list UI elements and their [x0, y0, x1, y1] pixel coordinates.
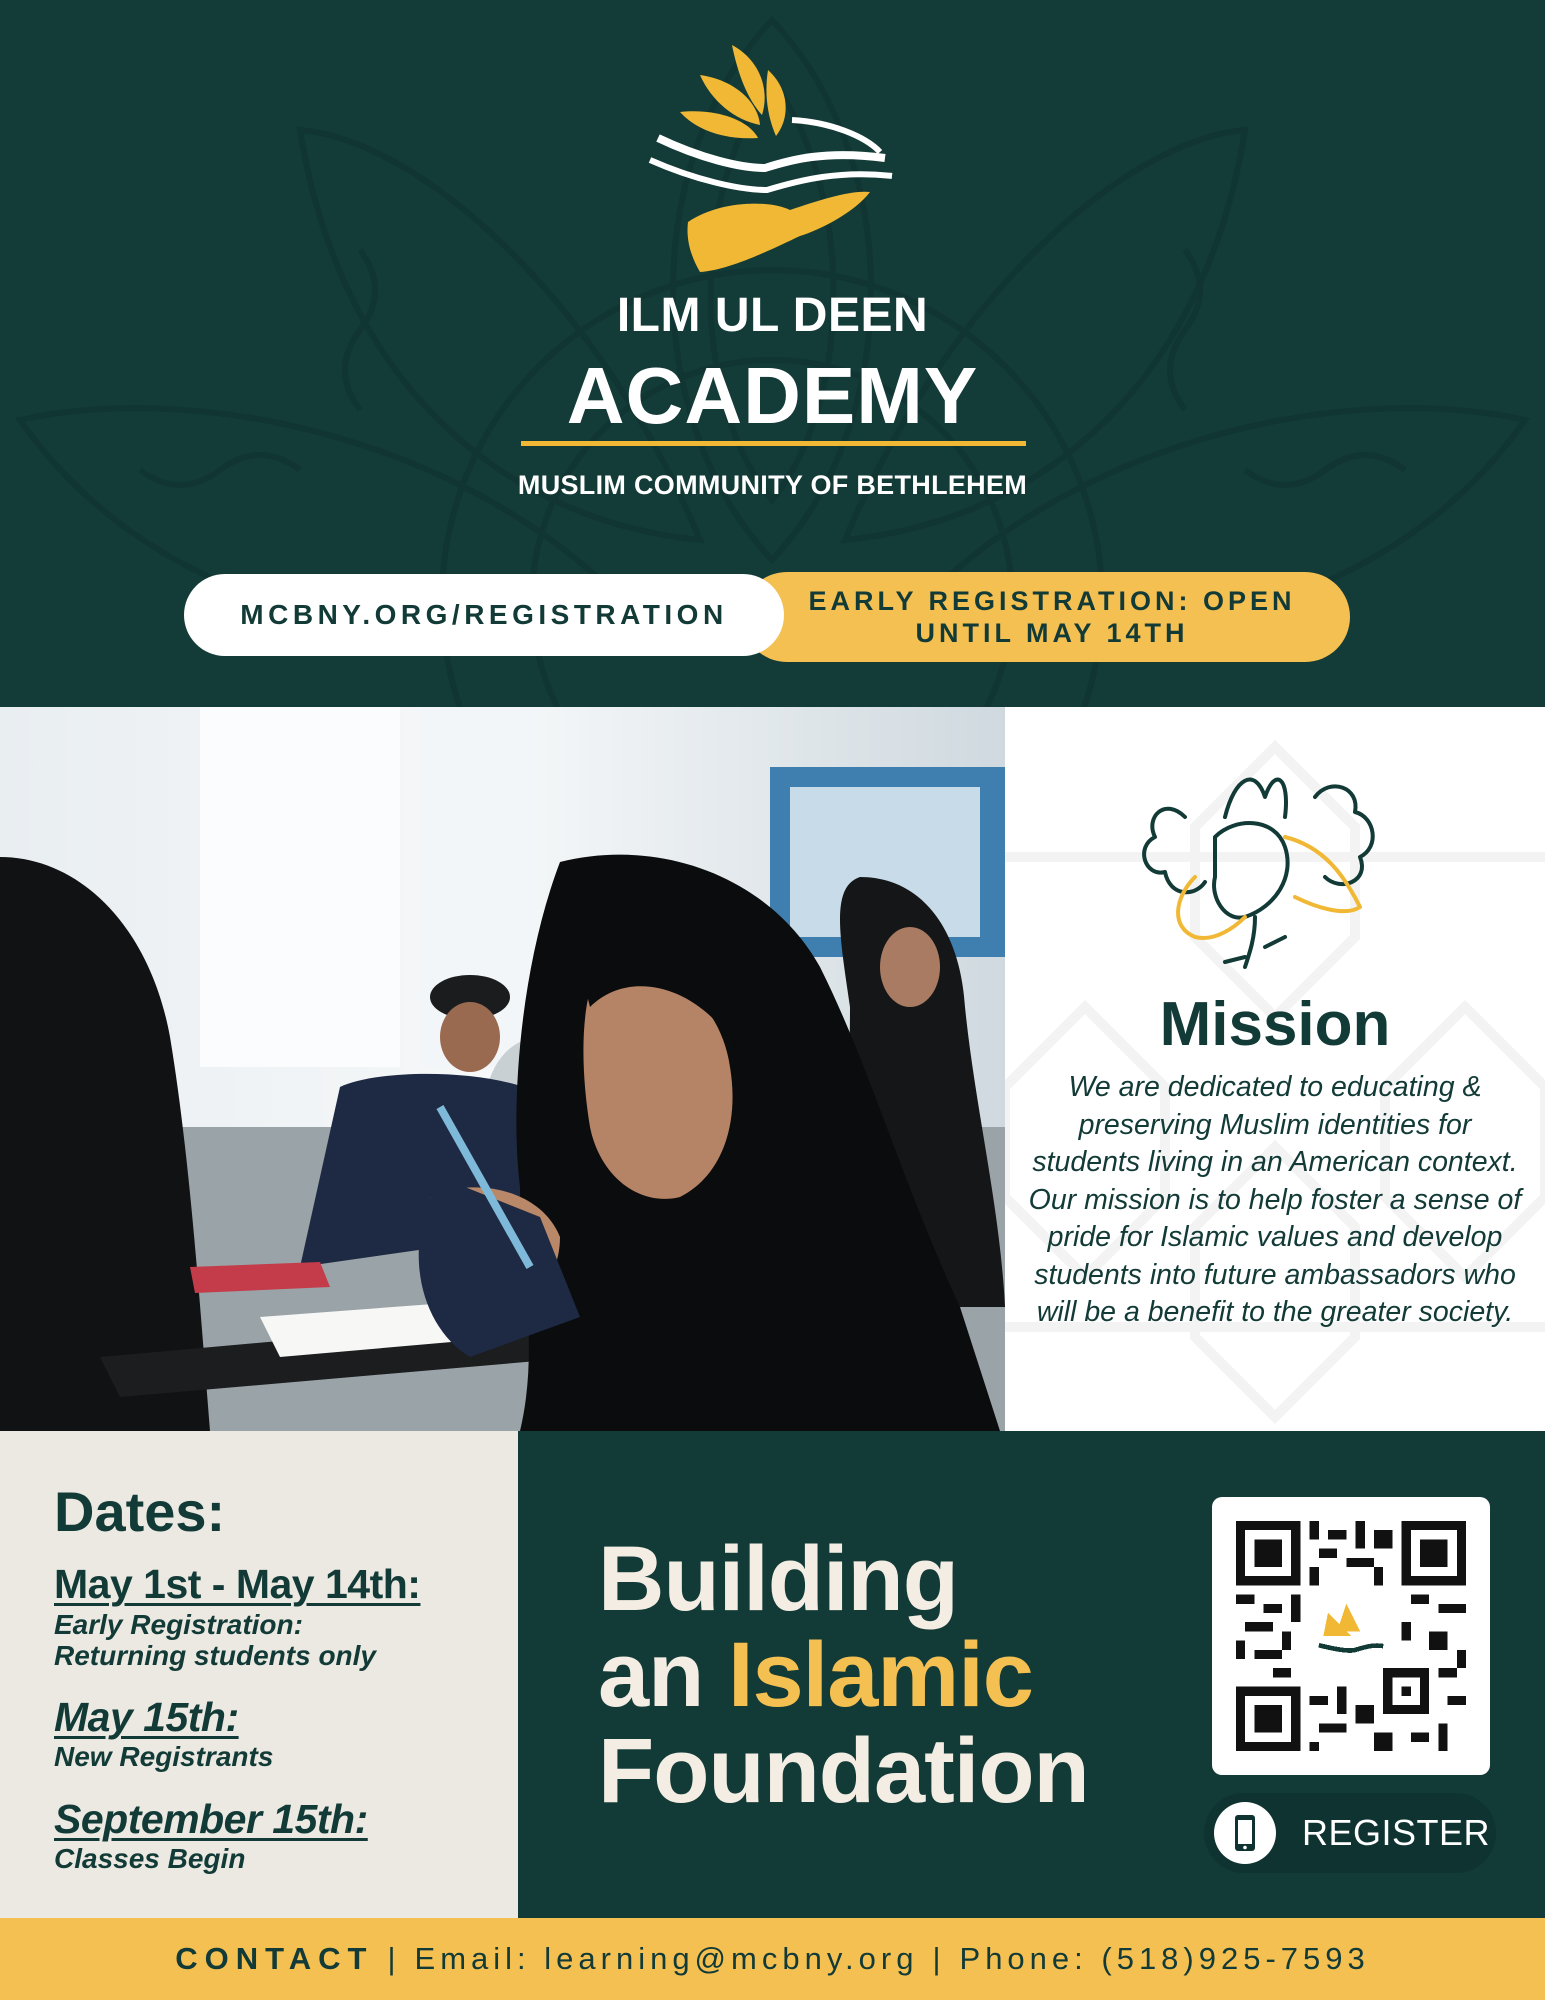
qr-code-card[interactable]: [1212, 1497, 1490, 1775]
date-new-registrants-desc: New Registrants: [54, 1741, 274, 1772]
date-classes-begin-desc: Classes Begin: [54, 1843, 246, 1874]
slogan-panel: [518, 1431, 1545, 1918]
school-name: ILM UL DEEN: [616, 289, 929, 342]
date-early-registration-desc-1: Early Registration:: [54, 1609, 303, 1640]
date-new-registrants: May 15th:: [54, 1694, 239, 1740]
phone-icon: [1214, 1802, 1276, 1864]
slogan-accent-word: Islamic: [727, 1624, 1033, 1726]
organization-name: MUSLIM COMMUNITY OF BETHLEHEM: [517, 470, 1028, 500]
slogan-line-1: Building: [598, 1528, 958, 1630]
date-early-registration: May 1st - May 14th:: [54, 1561, 421, 1607]
slogan-line-2: [598, 1624, 1089, 1726]
mission-title: Mission: [1159, 990, 1391, 1059]
footer-separator: |: [387, 1941, 401, 1976]
registration-url-pill[interactable]: [184, 574, 784, 656]
registration-url-link[interactable]: MCBNY.ORG/REGISTRATION: [240, 599, 728, 630]
header-section: [0, 0, 1545, 707]
early-registration-text: EARLY REGISTRATION: OPEN UNTIL MAY 14TH: [808, 586, 1296, 648]
footer-separator: |: [932, 1941, 946, 1976]
contact-phone[interactable]: Phone: (518)925-7593: [959, 1941, 1370, 1976]
register-label: REGISTER: [1302, 1812, 1491, 1853]
hands-together-icon: [1125, 757, 1395, 977]
slogan-line-2-prefix: an: [598, 1624, 728, 1726]
mission-panel: [1005, 707, 1545, 1431]
date-classes-begin: September 15th:: [54, 1796, 368, 1842]
book-in-hand-logo-icon: [640, 40, 900, 280]
early-registration-banner: [742, 572, 1350, 662]
contact-email[interactable]: Email: learning@mcbny.org: [414, 1941, 919, 1976]
dates-title: Dates:: [54, 1480, 226, 1543]
slogan-heading: [598, 1528, 1089, 1822]
mission-text: We are dedicated to educating & preserving Muslim identities for students living in an American context. Our mission is to help foster a sense of pride for Islamic values and develop students into future ambassadors who will be a benefit to the greater society.: [1028, 1071, 1522, 1328]
dates-panel: [0, 1431, 518, 1918]
slogan-line-3: Foundation: [598, 1720, 1089, 1822]
student-writing-image: [0, 707, 1005, 1431]
contact-label: CONTACT: [175, 1941, 374, 1976]
date-early-registration-desc-2: Returning students only: [54, 1640, 376, 1671]
title-divider: [521, 441, 1026, 446]
classroom-photo: [0, 707, 1005, 1431]
contact-footer: [0, 1918, 1545, 2000]
register-button[interactable]: [1204, 1793, 1496, 1873]
school-type-heading: ACADEMY: [566, 351, 979, 440]
qr-code[interactable]: [1236, 1521, 1466, 1751]
